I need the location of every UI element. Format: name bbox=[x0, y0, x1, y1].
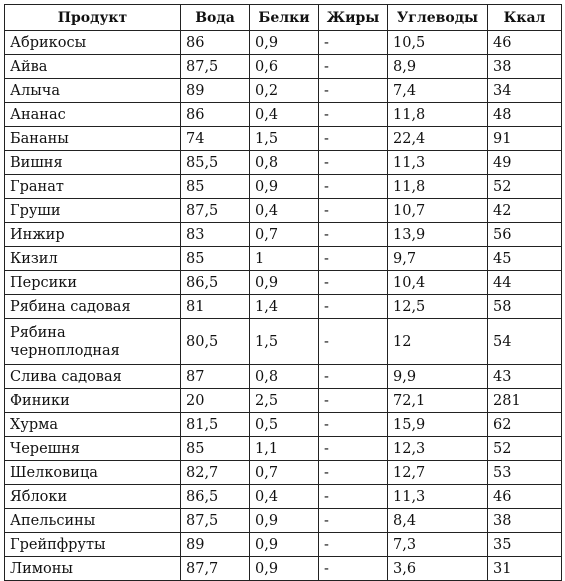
carbs-cell: 13,9 bbox=[388, 223, 488, 247]
table-row bbox=[5, 389, 562, 413]
table-row bbox=[5, 151, 562, 175]
table-row bbox=[5, 533, 562, 557]
product-cell: Кизил bbox=[5, 247, 181, 271]
carbs-cell: 9,7 bbox=[388, 247, 488, 271]
water-cell: 89 bbox=[181, 79, 250, 103]
protein-cell: 0,7 bbox=[250, 461, 319, 485]
water-cell: 87,5 bbox=[181, 509, 250, 533]
water-cell: 81 bbox=[181, 295, 250, 319]
table-header bbox=[5, 5, 562, 31]
fat-cell: - bbox=[319, 199, 388, 223]
fat-cell: - bbox=[319, 533, 388, 557]
fat-cell: - bbox=[319, 79, 388, 103]
table-row bbox=[5, 175, 562, 199]
header-carbs: Углеводы bbox=[388, 5, 488, 31]
water-cell: 87 bbox=[181, 365, 250, 389]
protein-cell: 0,9 bbox=[250, 175, 319, 199]
product-cell: Яблоки bbox=[5, 485, 181, 509]
water-cell: 87,5 bbox=[181, 55, 250, 79]
product-cell: Апельсины bbox=[5, 509, 181, 533]
carbs-cell: 10,7 bbox=[388, 199, 488, 223]
water-cell: 87,5 bbox=[181, 199, 250, 223]
water-cell: 85 bbox=[181, 437, 250, 461]
product-cell: Хурма bbox=[5, 413, 181, 437]
protein-cell: 1,1 bbox=[250, 437, 319, 461]
fat-cell: - bbox=[319, 365, 388, 389]
table-row bbox=[5, 31, 562, 55]
water-cell: 89 bbox=[181, 533, 250, 557]
header-fat: Жиры bbox=[319, 5, 388, 31]
carbs-cell: 12,5 bbox=[388, 295, 488, 319]
product-cell: Алыча bbox=[5, 79, 181, 103]
protein-cell: 0,9 bbox=[250, 271, 319, 295]
header-water: Вода bbox=[181, 5, 250, 31]
kcal-cell: 43 bbox=[488, 365, 562, 389]
product-cell: Инжир bbox=[5, 223, 181, 247]
kcal-cell: 91 bbox=[488, 127, 562, 151]
kcal-cell: 62 bbox=[488, 413, 562, 437]
water-cell: 74 bbox=[181, 127, 250, 151]
table-row bbox=[5, 223, 562, 247]
protein-cell: 0,4 bbox=[250, 485, 319, 509]
header-protein: Белки bbox=[250, 5, 319, 31]
fat-cell: - bbox=[319, 461, 388, 485]
product-cell: Абрикосы bbox=[5, 31, 181, 55]
kcal-cell: 46 bbox=[488, 485, 562, 509]
carbs-cell: 11,8 bbox=[388, 175, 488, 199]
kcal-cell: 281 bbox=[488, 389, 562, 413]
fat-cell: - bbox=[319, 127, 388, 151]
protein-cell: 1,5 bbox=[250, 127, 319, 151]
table-row bbox=[5, 437, 562, 461]
carbs-cell: 11,3 bbox=[388, 485, 488, 509]
water-cell: 85 bbox=[181, 175, 250, 199]
kcal-cell: 49 bbox=[488, 151, 562, 175]
kcal-cell: 38 bbox=[488, 55, 562, 79]
table-row bbox=[5, 413, 562, 437]
carbs-cell: 11,8 bbox=[388, 103, 488, 127]
table-row bbox=[5, 55, 562, 79]
protein-cell: 0,4 bbox=[250, 199, 319, 223]
protein-cell: 1 bbox=[250, 247, 319, 271]
kcal-cell: 45 bbox=[488, 247, 562, 271]
protein-cell: 0,2 bbox=[250, 79, 319, 103]
kcal-cell: 58 bbox=[488, 295, 562, 319]
water-cell: 82,7 bbox=[181, 461, 250, 485]
protein-cell: 0,7 bbox=[250, 223, 319, 247]
fat-cell: - bbox=[319, 295, 388, 319]
water-cell: 20 bbox=[181, 389, 250, 413]
water-cell: 81,5 bbox=[181, 413, 250, 437]
water-cell: 83 bbox=[181, 223, 250, 247]
table-row bbox=[5, 509, 562, 533]
table-row bbox=[5, 485, 562, 509]
kcal-cell: 31 bbox=[488, 557, 562, 581]
carbs-cell: 7,4 bbox=[388, 79, 488, 103]
protein-cell: 0,8 bbox=[250, 365, 319, 389]
carbs-cell: 12,7 bbox=[388, 461, 488, 485]
water-cell: 86,5 bbox=[181, 271, 250, 295]
kcal-cell: 34 bbox=[488, 79, 562, 103]
carbs-cell: 22,4 bbox=[388, 127, 488, 151]
carbs-cell: 8,9 bbox=[388, 55, 488, 79]
protein-cell: 0,5 bbox=[250, 413, 319, 437]
kcal-cell: 44 bbox=[488, 271, 562, 295]
fat-cell: - bbox=[319, 223, 388, 247]
water-cell: 87,7 bbox=[181, 557, 250, 581]
carbs-cell: 9,9 bbox=[388, 365, 488, 389]
carbs-cell: 8,4 bbox=[388, 509, 488, 533]
fat-cell: - bbox=[319, 509, 388, 533]
table-row bbox=[5, 199, 562, 223]
table-row bbox=[5, 127, 562, 151]
protein-cell: 0,6 bbox=[250, 55, 319, 79]
kcal-cell: 35 bbox=[488, 533, 562, 557]
kcal-cell: 56 bbox=[488, 223, 562, 247]
kcal-cell: 53 bbox=[488, 461, 562, 485]
product-cell: Груши bbox=[5, 199, 181, 223]
header-product: Продукт bbox=[5, 5, 181, 31]
product-cell: Ананас bbox=[5, 103, 181, 127]
kcal-cell: 52 bbox=[488, 175, 562, 199]
kcal-cell: 52 bbox=[488, 437, 562, 461]
header-row bbox=[5, 5, 562, 31]
table-row bbox=[5, 79, 562, 103]
product-cell: Рябина садовая bbox=[5, 295, 181, 319]
table-row bbox=[5, 247, 562, 271]
kcal-cell: 38 bbox=[488, 509, 562, 533]
table-row bbox=[5, 319, 562, 365]
fat-cell: - bbox=[319, 271, 388, 295]
product-cell: Рябина черноплодная bbox=[5, 319, 181, 365]
carbs-cell: 3,6 bbox=[388, 557, 488, 581]
carbs-cell: 7,3 bbox=[388, 533, 488, 557]
water-cell: 85,5 bbox=[181, 151, 250, 175]
protein-cell: 0,4 bbox=[250, 103, 319, 127]
fat-cell: - bbox=[319, 103, 388, 127]
table-row bbox=[5, 271, 562, 295]
product-cell: Лимоны bbox=[5, 557, 181, 581]
water-cell: 86 bbox=[181, 103, 250, 127]
product-cell: Финики bbox=[5, 389, 181, 413]
carbs-cell: 10,4 bbox=[388, 271, 488, 295]
product-cell: Бананы bbox=[5, 127, 181, 151]
table-row bbox=[5, 461, 562, 485]
protein-cell: 0,9 bbox=[250, 533, 319, 557]
kcal-cell: 54 bbox=[488, 319, 562, 365]
fat-cell: - bbox=[319, 151, 388, 175]
fat-cell: - bbox=[319, 557, 388, 581]
water-cell: 86 bbox=[181, 31, 250, 55]
table-row bbox=[5, 103, 562, 127]
protein-cell: 1,5 bbox=[250, 319, 319, 365]
table-row bbox=[5, 295, 562, 319]
product-cell: Гранат bbox=[5, 175, 181, 199]
protein-cell: 1,4 bbox=[250, 295, 319, 319]
product-cell: Грейпфруты bbox=[5, 533, 181, 557]
water-cell: 85 bbox=[181, 247, 250, 271]
table-row bbox=[5, 365, 562, 389]
nutrition-table bbox=[4, 4, 562, 581]
header-kcal: Ккал bbox=[488, 5, 562, 31]
product-cell: Айва bbox=[5, 55, 181, 79]
protein-cell: 0,8 bbox=[250, 151, 319, 175]
carbs-cell: 10,5 bbox=[388, 31, 488, 55]
carbs-cell: 11,3 bbox=[388, 151, 488, 175]
water-cell: 80,5 bbox=[181, 319, 250, 365]
kcal-cell: 48 bbox=[488, 103, 562, 127]
fat-cell: - bbox=[319, 389, 388, 413]
product-cell: Слива садовая bbox=[5, 365, 181, 389]
kcal-cell: 42 bbox=[488, 199, 562, 223]
protein-cell: 0,9 bbox=[250, 557, 319, 581]
carbs-cell: 12,3 bbox=[388, 437, 488, 461]
protein-cell: 0,9 bbox=[250, 509, 319, 533]
protein-cell: 2,5 bbox=[250, 389, 319, 413]
kcal-cell: 46 bbox=[488, 31, 562, 55]
water-cell: 86,5 bbox=[181, 485, 250, 509]
fat-cell: - bbox=[319, 413, 388, 437]
fat-cell: - bbox=[319, 175, 388, 199]
fat-cell: - bbox=[319, 247, 388, 271]
protein-cell: 0,9 bbox=[250, 31, 319, 55]
fat-cell: - bbox=[319, 437, 388, 461]
product-cell: Черешня bbox=[5, 437, 181, 461]
fat-cell: - bbox=[319, 31, 388, 55]
carbs-cell: 72,1 bbox=[388, 389, 488, 413]
product-cell: Вишня bbox=[5, 151, 181, 175]
product-cell: Персики bbox=[5, 271, 181, 295]
fat-cell: - bbox=[319, 485, 388, 509]
fat-cell: - bbox=[319, 319, 388, 365]
carbs-cell: 12 bbox=[388, 319, 488, 365]
product-cell: Шелковица bbox=[5, 461, 181, 485]
carbs-cell: 15,9 bbox=[388, 413, 488, 437]
table-body bbox=[5, 31, 562, 581]
fat-cell: - bbox=[319, 55, 388, 79]
